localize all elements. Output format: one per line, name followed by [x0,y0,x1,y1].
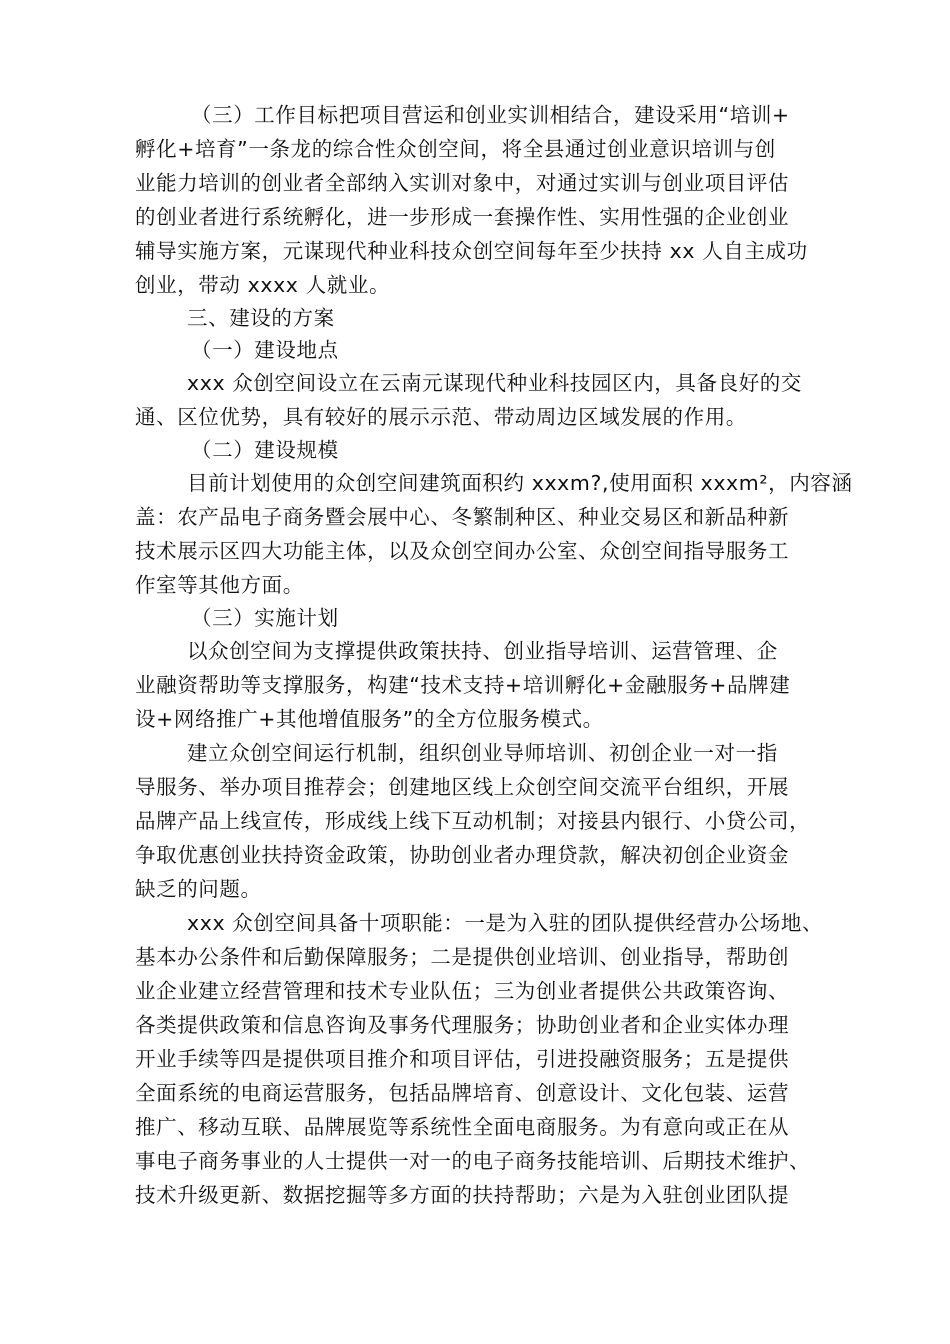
paragraph-line: 技术升级更新、数据挖掘等多方面的扶持帮助；六是为入驻创业团队提 [135,1183,790,1207]
subsection-heading: （一）建设地点 [191,338,339,362]
paragraph-line: 业融资帮助等支撑服务，构建“技术支持+培训孵化+金融服务+品牌建 [135,673,791,697]
paragraph-line: 设+网络推广+其他增值服务”的全方位服务模式。 [135,707,604,731]
paragraph-line: 目前计划使用的众创空间建筑面积约 xxxm?,使用面积 xxxm²，内容涵 [187,471,853,495]
paragraph-line: xxx 众创空间设立在云南元谋现代种业科技园区内，具备良好的交 [187,371,803,395]
subsection-heading: （三）实施计划 [191,606,339,630]
paragraph-line: xxx 众创空间具备十项职能：一是为入驻的团队提供经营办公场地、 [187,911,824,935]
paragraph-line: 导服务、举办项目推荐会；创建地区线上众创空间交流平台组织，开展 [135,775,790,799]
paragraph-line: 孵化+培育”一条龙的综合性众创空间，将全县通过创业意识培训与创 [135,137,776,161]
paragraph-line: 品牌产品上线宣传，形成线上线下互动机制；对接县内银行、小贷公司， [135,809,811,833]
paragraph-line: 创业，带动 xxxx 人就业。 [135,273,391,297]
paragraph-line: 开业手续等四是提供项目推介和项目评估，引进投融资服务；五是提供 [135,1047,790,1071]
paragraph-line: 作室等其他方面。 [135,573,304,597]
paragraph-line: （三）工作目标把项目营运和创业实训相结合，建设采用“培训+ [191,103,790,127]
paragraph-line: 辅导实施方案，元谋现代种业科技众创空间每年至少扶持 xx 人自主成功 [135,239,808,263]
paragraph-line: 缺乏的问题。 [135,877,262,901]
paragraph-line: 技术展示区四大功能主体，以及众创空间办公室、众创空间指导服务工 [135,539,790,563]
paragraph-line: 争取优惠创业扶持资金政策，协助创业者办理贷款，解决初创企业资金 [135,843,790,867]
paragraph-line: 建立众创空间运行机制，组织创业导师培训、初创企业一对一指 [187,741,778,765]
paragraph-line: 的创业者进行系统孵化，进一步形成一套操作性、实用性强的企业创业 [135,205,790,229]
paragraph-line: 通、区位优势，具有较好的展示示范、带动周边区域发展的作用。 [135,405,747,429]
paragraph-line: 各类提供政策和信息咨询及事务代理服务；协助创业者和企业实体办理 [135,1013,790,1037]
paragraph-line: 推广、移动互联、品牌展览等系统性全面电商服务。为有意向或正在从 [135,1115,790,1139]
paragraph-line: 盖：农产品电子商务暨会展中心、冬繁制种区、种业交易区和新品种新 [135,505,790,529]
paragraph-line: 业企业建立经营管理和技术专业队伍；三为创业者提供公共政策咨询、 [135,979,790,1003]
section-heading: 三、建设的方案 [187,306,335,330]
paragraph-line: 以众创空间为支撑提供政策扶持、创业指导培训、运营管理、企 [187,639,778,663]
subsection-heading: （二）建设规模 [191,438,339,462]
paragraph-line: 业能力培训的创业者全部纳入实训对象中，对通过实训与创业项目评估 [135,171,790,195]
paragraph-line: 事电子商务事业的人士提供一对一的电子商务技能培训、后期技术维护、 [135,1149,811,1173]
paragraph-line: 全面系统的电商运营服务，包括品牌培育、创意设计、文化包装、运营 [135,1081,790,1105]
paragraph-line: 基本办公条件和后勤保障服务；二是提供创业培训、创业指导，帮助创 [135,945,790,969]
document-body [135,98,853,1212]
